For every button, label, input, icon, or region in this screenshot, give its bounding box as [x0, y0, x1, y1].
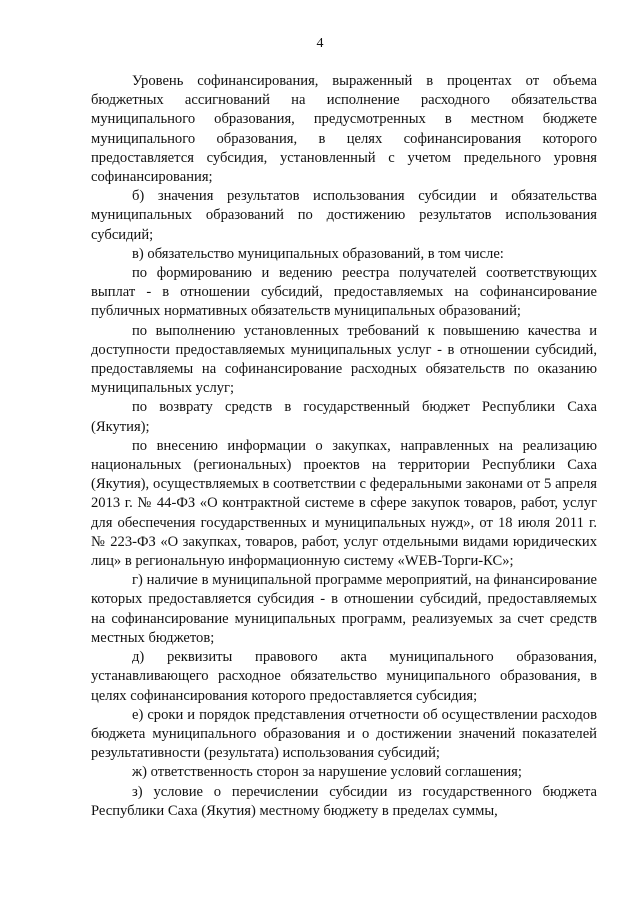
paragraph-e-reporting: е) сроки и порядок представления отчетности об осуществлении расходов бюджета муниципального образования и о достижении значений показателей результативности (результата) использования субсидий;: [91, 706, 597, 762]
paragraph-zh-responsibility: ж) ответственность сторон за нарушение условий соглашения;: [132, 764, 522, 781]
paragraph-service-quality: по выполнению установленных требований к повышению качества и доступности предоставляемых муниципальных услуг - в отношении субсидий, предоставляемы на софинансирование расходных обязательств по оказанию муниципальных услуг;: [91, 322, 597, 397]
paragraph-v-obligation: в) обязательство муниципальных образований, в том числе:: [132, 245, 504, 262]
paragraph-cofinancing-level: Уровень софинансирования, выраженный в процентах от объема бюджетных ассигнований на исполнение расходного обязательства муниципального образования, предусмотренных в местном бюджете муниципального образования, в целях софинансирования которого предоставляется субсидия, установленный с учетом предельного уровня софинансирования;: [91, 73, 597, 186]
page-number: 4: [316, 36, 324, 51]
paragraph-d-legal-act: д) реквизиты правового акта муниципального образования, устанавливающего расходное обязательство муниципального образования, в целях софинансирования которого предоставляется субсидия;: [91, 649, 597, 704]
paragraph-z-transfer: з) условие о перечислении субсидии из государственного бюджета Республики Саха (Якутия) местному бюджету в пределах суммы,: [91, 783, 597, 819]
document-body: [91, 72, 597, 821]
paragraph-funds-return: по возврату средств в государственный бюджет Республики Саха (Якутия);: [91, 399, 597, 435]
paragraph-procurement-info: по внесению информации о закупках, направленных на реализацию национальных (региональных) проектов на территории Республики Саха (Якутия), осуществляемых в соответствии с федеральными законами от 5 апреля 2013 г. № 44-ФЗ «О контрактной системе в сфере закупок товаров, работ, услуг для обеспечения государственных и муниципальных нужд», от 18 июля 2011 г. № 223-ФЗ «О закупках, товаров, работ, услуг отдельными видами юридических лиц» в региональную информационную систему «WEB-Торги-КС»;: [91, 437, 597, 570]
paragraph-g-program: г) наличие в муниципальной программе мероприятий, на финансирование которых предоставляется субсидия - в отношении субсидий, предоставляемых на софинансирование муниципальных программ, реализуемых за счет средств местных бюджетов;: [91, 572, 597, 646]
paragraph-registry: по формированию и ведению реестра получателей соответствующих выплат - в отношении субсидий, предоставляемых на софинансирование публичных нормативных обязательств муниципальных образований;: [91, 265, 597, 320]
paragraph-b-results: б) значения результатов использования субсидии и обязательства муниципальных образований по достижению результатов использования субсидий;: [91, 188, 597, 243]
